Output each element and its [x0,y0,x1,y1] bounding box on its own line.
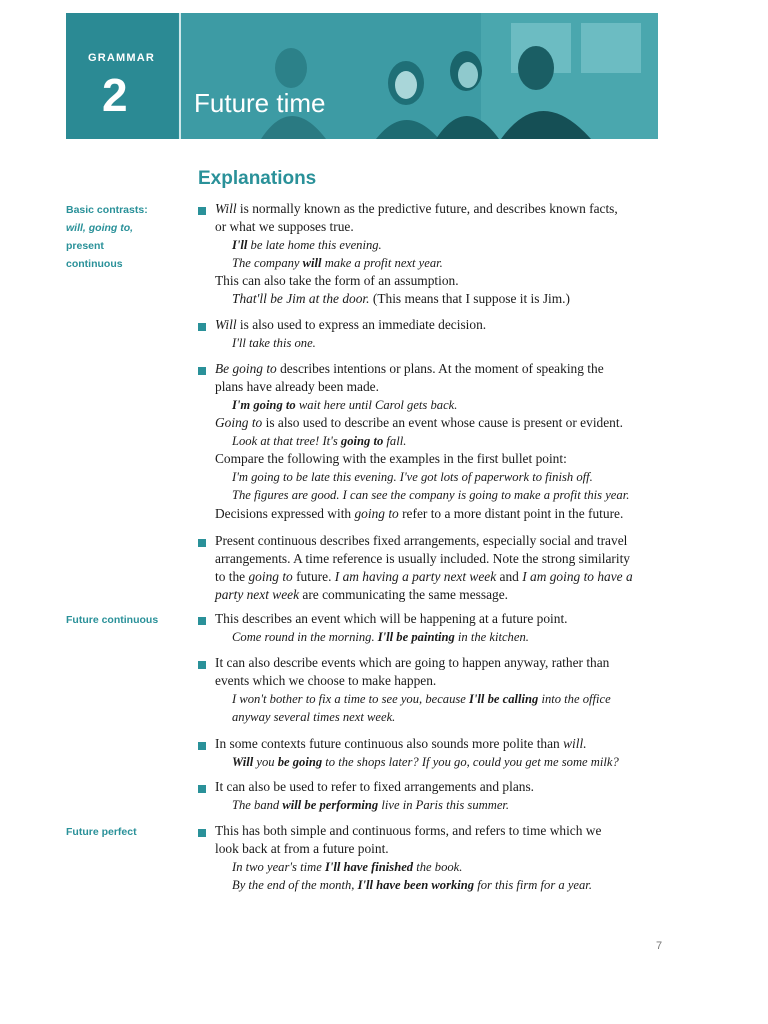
margin-label-line: continuous [66,258,123,270]
bullet-marker [198,742,206,750]
bullet-marker [198,367,206,375]
margin-label-line: Basic contrasts: [66,204,148,216]
example-line: That'll be Jim at the door. (This means that I suppose it is Jim.) [232,291,570,306]
text-line: Decisions expressed with going to refer to a more distant point in the future. [215,506,624,521]
grammar-label: GRAMMAR [88,52,156,64]
example-line: By the end of the month, I'll have been working for this firm for a year. [232,878,592,892]
text-line: This has both simple and continuous forms, and refers to time which we [215,823,602,838]
margin-label-line: present [66,240,104,252]
example-line: I'm going to be late this evening. I've got lots of paperwork to finish off. [232,470,593,484]
text-line: Will is normally known as the predictive future, and describes known facts, [215,201,618,216]
text-line: events which we choose to make happen. [215,673,437,688]
margin-label-basic-contrasts [66,201,186,273]
text-line: or what we supposes true. [215,219,354,234]
text-line: Going to is also used to describe an event whose cause is present or evident. [215,415,623,430]
chapter-banner [66,13,658,139]
text-line: It can also describe events which are going to happen anyway, rather than [215,655,610,670]
example-line: The band will be performing live in Paris this summer. [232,798,510,812]
chapter-title: Future time [194,88,326,118]
example-line: I'll be late home this evening. [232,238,382,252]
text-line: party next week are communicating the same message. [215,587,508,602]
bullet-marker [198,661,206,669]
bullet-marker [198,207,206,215]
bullet-marker [198,829,206,837]
bullet-marker [198,539,206,547]
margin-label-future-perfect: Future perfect [66,826,137,838]
example-line: The company will make a profit next year. [232,256,443,270]
margin-label-future-continuous: Future continuous [66,614,159,626]
example-line: The figures are good. I can see the company is going to make a profit this year. [232,488,630,502]
example-line: Look at that tree! It's going to fall. [232,434,407,448]
text-line: In some contexts future continuous also sounds more polite than will. [215,736,587,751]
banner-photo [181,13,658,139]
example-line: Come round in the morning. I'll be painting in the kitchen. [232,630,529,644]
text-line: Compare the following with the examples in the first bullet point: [215,451,567,466]
bullet-marker [198,785,206,793]
text-line: This describes an event which will be happening at a future point. [215,611,568,626]
example-line: I'm going to wait here until Carol gets back. [232,398,458,412]
example-line: Will you be going to the shops later? If you go, could you get me some milk? [232,755,619,769]
example-line: I won't bother to fix a time to see you, because I'll be calling into the office [232,692,611,706]
section-heading: Explanations [198,168,317,189]
text-line: to the going to future. I am having a party next week and I am going to have a [215,569,633,584]
text-line: Be going to describes intentions or plans. At the moment of speaking the [215,361,604,376]
bullet-marker [198,323,206,331]
chapter-number: 2 [102,69,128,121]
text-line: Will is also used to express an immediate decision. [215,317,487,332]
example-line: I'll take this one. [232,336,316,350]
text-line: It can also be used to refer to fixed arrangements and plans. [215,779,535,794]
page-number: 7 [656,940,663,952]
margin-label-line: will, going to, [66,222,134,234]
text-line: This can also take the form of an assumption. [215,273,459,288]
text-line: arrangements. A time reference is usually included. Note the strong similarity [215,551,630,566]
text-line: Present continuous describes fixed arrangements, especially social and travel [215,533,628,548]
text-line: look back at from a future point. [215,841,389,856]
example-line: In two year's time I'll have finished the book. [232,860,463,874]
example-line: anyway several times next week. [232,710,396,724]
text-line: plans have already been made. [215,379,379,394]
bullet-marker [198,617,206,625]
